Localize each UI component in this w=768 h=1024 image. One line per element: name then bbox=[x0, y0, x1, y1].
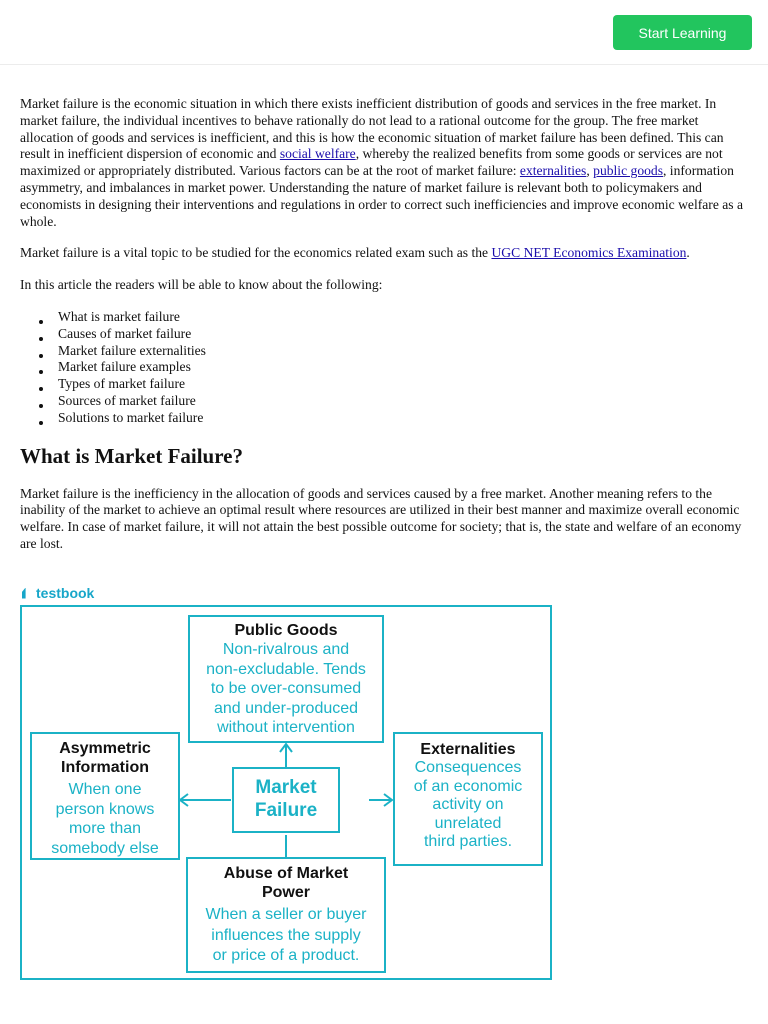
toc-item: Sources of market failure bbox=[20, 393, 748, 410]
toc-list bbox=[20, 309, 748, 427]
externalities-desc: Consequences of an economic activity on unrelated third parties. bbox=[413, 759, 523, 850]
exam-paragraph bbox=[20, 245, 748, 262]
intro-paragraph bbox=[20, 96, 748, 230]
intro-text-3: , information asymmetry, and imbalances in market power. Understanding the nature of market failure is relevant both to policymakers and economists in designing their interventions and regulations in order to correct such inefficiencies and improve economic welfare as a whole. bbox=[20, 163, 744, 229]
public-goods-title: Public Goods bbox=[234, 622, 338, 639]
public-goods-link[interactable]: public goods bbox=[593, 163, 663, 179]
toc-item: Market failure externalities bbox=[20, 343, 748, 360]
testbook-wordmark: testbook bbox=[36, 585, 95, 601]
externalities-link[interactable]: externalities bbox=[519, 163, 587, 179]
externalities-title: Externalities bbox=[420, 741, 516, 758]
market-failure-diagram bbox=[20, 584, 552, 980]
market-power-title: Abuse of Market Power bbox=[223, 865, 349, 901]
intro-text-1: Market failure is the economic situation in which there exists inefficient distribution of goods and services in the free market. In market failure, the individual incentives to behave rationally do not lead to a rational outcome for the group. The free market allocation of goods and services is inefficient, and this is how the economic situation of market failure has been defined. This can result in inefficient dispersion of economic and bbox=[20, 96, 724, 162]
testbook-logo bbox=[22, 584, 94, 602]
intro-text-2: , whereby the realized benefits from some goods or services are not maximized or appropriately distributed. Various factors can be at the root of market failure: bbox=[20, 146, 723, 179]
exam-text-1: Market failure is a vital topic to be studied for the economics related exam such as the bbox=[20, 245, 492, 261]
market-power-box bbox=[186, 857, 386, 973]
toc-item: Solutions to market failure bbox=[20, 410, 748, 427]
ugc-net-link[interactable]: UGC NET Economics Examination bbox=[491, 245, 687, 261]
exam-text-2: . bbox=[686, 245, 690, 261]
public-goods-desc: Non-rivalrous and non-excludable. Tends to be over-consumed and under-produced without intervention bbox=[206, 641, 366, 736]
article-content bbox=[20, 96, 748, 568]
asymmetric-info-box bbox=[30, 732, 180, 860]
toc-item: Causes of market failure bbox=[20, 326, 748, 343]
section-heading: What is Market Failure? bbox=[20, 443, 244, 468]
market-failure-box bbox=[232, 767, 340, 833]
public-goods-box bbox=[188, 615, 384, 743]
asymmetric-info-desc: When one person knows more than somebody else bbox=[51, 781, 159, 857]
market-failure-title: Market Failure bbox=[254, 777, 318, 821]
intro-separator: , bbox=[586, 163, 594, 179]
toc-item: Market failure examples bbox=[20, 359, 748, 376]
social-welfare-link[interactable]: social welfare bbox=[279, 146, 356, 162]
toc-item: What is market failure bbox=[20, 309, 748, 326]
asymmetric-info-title: Asymmetric Information bbox=[59, 740, 151, 776]
testbook-logo-icon bbox=[22, 588, 31, 599]
start-learning-button[interactable]: Start Learning bbox=[613, 15, 752, 50]
top-bar bbox=[0, 0, 768, 65]
market-power-desc: When a seller or buyer influences the supply or price of a product. bbox=[205, 906, 367, 964]
diagram-frame bbox=[20, 605, 552, 980]
definition-paragraph: Market failure is the inefficiency in the allocation of goods and services caused by a free market. Another meaning refers to the inability of the market to achieve an optimal result where resources are utilized in their best manner and maximize overall economic welfare. In case of market failure, it will not attain the best possible outcome for society; that is, the state and welfare of an economy are lost. bbox=[20, 485, 742, 551]
toc-intro: In this article the readers will be able to know about the following: bbox=[20, 277, 383, 293]
externalities-box bbox=[393, 732, 543, 866]
toc-item: Types of market failure bbox=[20, 376, 748, 393]
